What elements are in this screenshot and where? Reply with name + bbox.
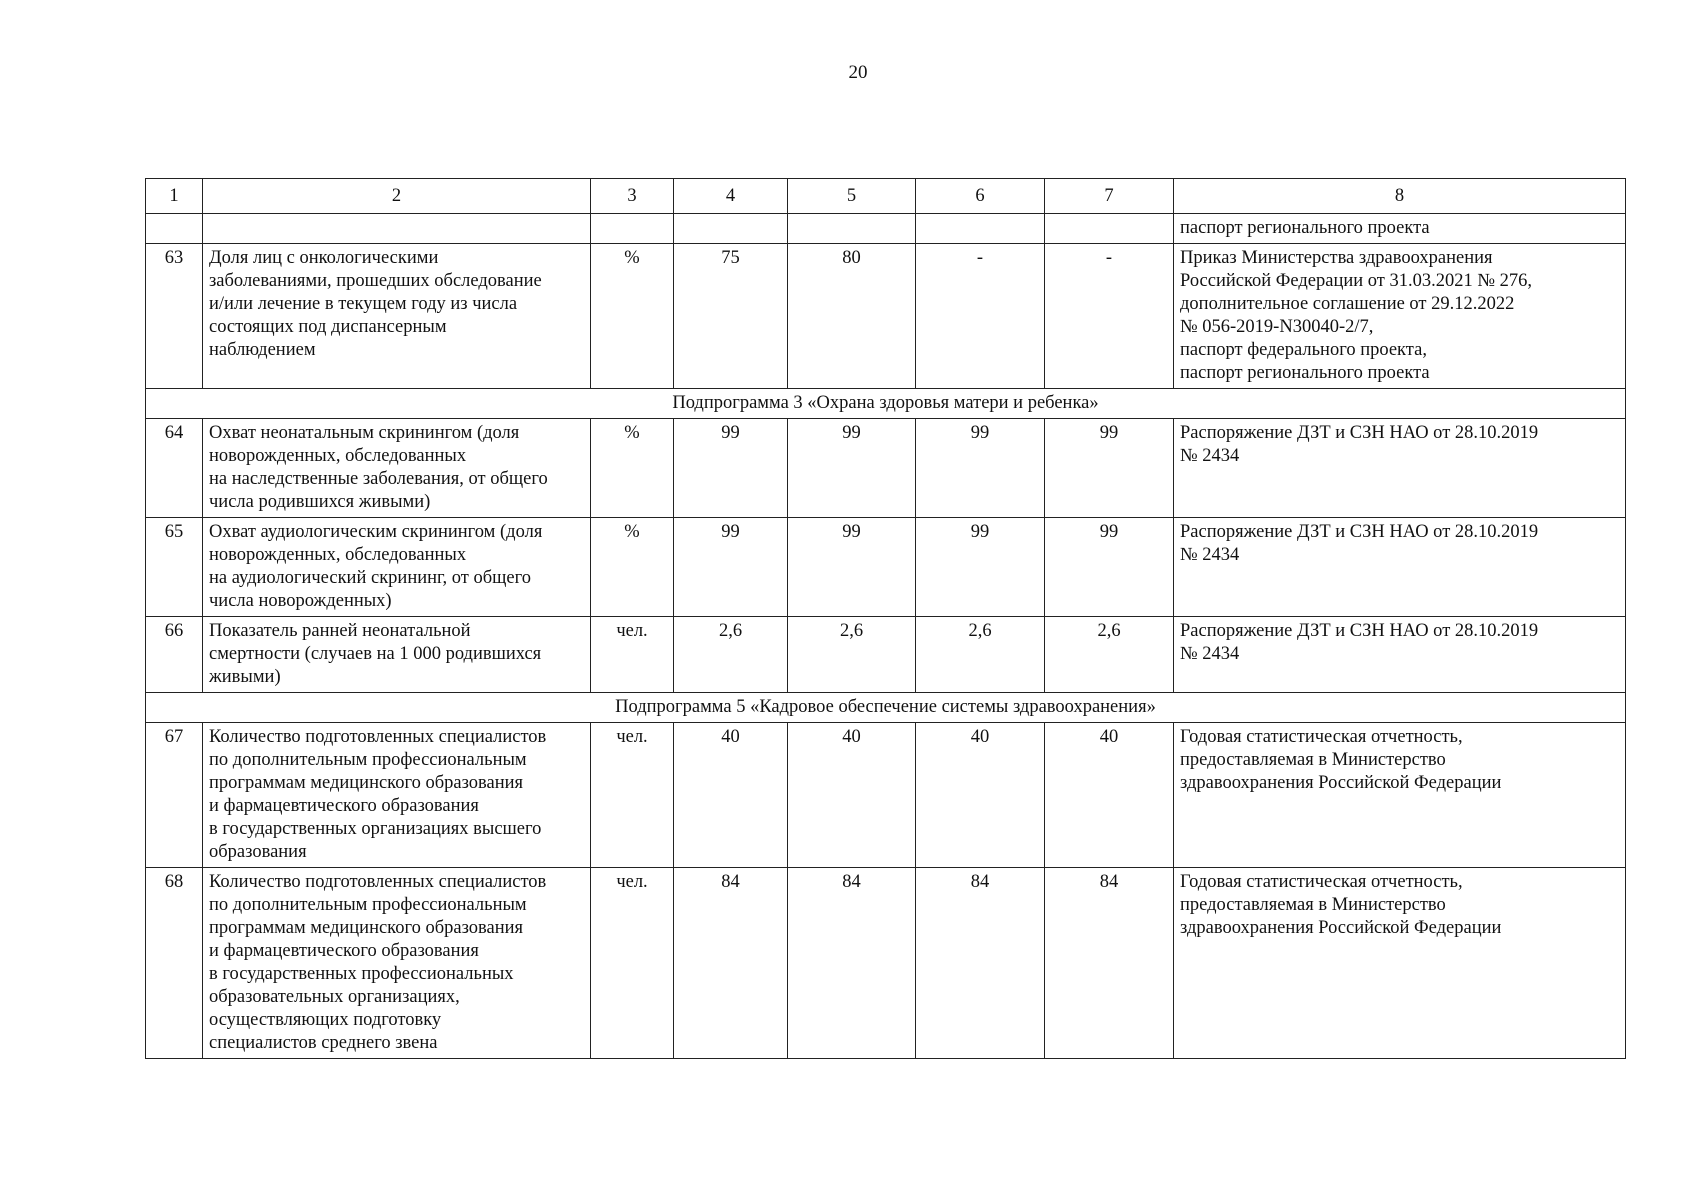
- desc-line: Показатель ранней неонатальной: [209, 621, 471, 641]
- value-col-7: 2,6: [1045, 617, 1174, 693]
- source-document: [1174, 419, 1626, 518]
- desc-line: заболеваниями, прошедших обследование: [209, 271, 542, 291]
- value-col-4: 99: [674, 419, 788, 518]
- indicators-table: [145, 178, 1626, 1059]
- value-col-6: 2,6: [916, 617, 1045, 693]
- value-col-6: 84: [916, 868, 1045, 1059]
- source-line: Распоряжение ДЗТ и СЗН НАО от 28.10.2019: [1180, 621, 1539, 641]
- source-line: Российской Федерации от 31.03.2021 № 276,: [1180, 271, 1533, 291]
- cell-source: [1174, 214, 1626, 244]
- cell-num: [146, 214, 203, 244]
- desc-line: состоящих под диспансерным: [209, 317, 447, 337]
- value-col-5: 40: [788, 723, 916, 868]
- value-col-5: 99: [788, 518, 916, 617]
- cell-value: [1045, 214, 1174, 244]
- value-col-5: 99: [788, 419, 916, 518]
- continuation-row: [146, 214, 1626, 244]
- desc-line: и фармацевтического образования: [209, 941, 479, 961]
- desc-line: образования: [209, 842, 307, 862]
- desc-line: и/или лечение в текущем году из числа: [209, 294, 518, 314]
- indicator-name: [203, 419, 591, 518]
- desc-line: программам медицинского образования: [209, 918, 524, 938]
- cell-desc: [203, 214, 591, 244]
- source-line: № 2434: [1180, 545, 1240, 565]
- row-number: 63: [146, 244, 203, 389]
- source-line: паспорт регионального проекта: [1180, 363, 1430, 383]
- source-line: Приказ Министерства здравоохранения: [1180, 248, 1493, 268]
- desc-line: в государственных профессиональных: [209, 964, 514, 984]
- source-line: предоставляемая в Министерство: [1180, 750, 1446, 770]
- value-col-7: 99: [1045, 518, 1174, 617]
- unit: %: [591, 518, 674, 617]
- indicator-name: [203, 868, 591, 1059]
- desc-line: Доля лиц с онкологическими: [209, 248, 439, 268]
- source-document: [1174, 723, 1626, 868]
- desc-line: наблюдением: [209, 340, 316, 360]
- indicator-name: [203, 518, 591, 617]
- header-col-5: 5: [788, 179, 916, 214]
- value-col-7: 99: [1045, 419, 1174, 518]
- table-row-67: [146, 723, 1626, 868]
- source-line: дополнительное соглашение от 29.12.2022: [1180, 294, 1515, 314]
- source-document: [1174, 244, 1626, 389]
- source-line: паспорт федерального проекта,: [1180, 340, 1427, 360]
- desc-line: Охват неонатальным скринингом (доля: [209, 423, 520, 443]
- indicator-name: [203, 244, 591, 389]
- value-col-6: -: [916, 244, 1045, 389]
- value-col-6: 99: [916, 518, 1045, 617]
- source-line: № 2434: [1180, 446, 1240, 466]
- desc-line: Количество подготовленных специалистов: [209, 727, 547, 747]
- desc-line: и фармацевтического образования: [209, 796, 479, 816]
- value-col-4: 40: [674, 723, 788, 868]
- value-col-7: -: [1045, 244, 1174, 389]
- source-line: здравоохранения Российской Федерации: [1180, 918, 1502, 938]
- desc-line: на наследственные заболевания, от общего: [209, 469, 548, 489]
- section-heading: Подпрограмма 3 «Охрана здоровья матери и ребенка»: [146, 389, 1626, 419]
- desc-line: живыми): [209, 667, 281, 687]
- unit: чел.: [591, 723, 674, 868]
- value-col-7: 84: [1045, 868, 1174, 1059]
- table-row-68: [146, 868, 1626, 1059]
- header-col-1: 1: [146, 179, 203, 214]
- row-number: 64: [146, 419, 203, 518]
- section-row-subprogram-3: [146, 389, 1626, 419]
- unit: чел.: [591, 868, 674, 1059]
- cell-value: [916, 214, 1045, 244]
- table-row-65: [146, 518, 1626, 617]
- desc-line: числа родившихся живыми): [209, 492, 431, 512]
- source-document: [1174, 868, 1626, 1059]
- column-number-header-row: [146, 179, 1626, 214]
- desc-line: смертности (случаев на 1 000 родившихся: [209, 644, 542, 664]
- header-col-6: 6: [916, 179, 1045, 214]
- desc-line: по дополнительным профессиональным: [209, 895, 527, 915]
- desc-line: Охват аудиологическим скринингом (доля: [209, 522, 543, 542]
- source-line: Распоряжение ДЗТ и СЗН НАО от 28.10.2019: [1180, 423, 1539, 443]
- value-col-5: 84: [788, 868, 916, 1059]
- desc-line: новорожденных, обследованных: [209, 545, 467, 565]
- desc-line: новорожденных, обследованных: [209, 446, 467, 466]
- source-document: [1174, 617, 1626, 693]
- row-number: 68: [146, 868, 203, 1059]
- value-col-7: 40: [1045, 723, 1174, 868]
- section-row-subprogram-5: [146, 693, 1626, 723]
- value-col-4: 75: [674, 244, 788, 389]
- value-col-4: 2,6: [674, 617, 788, 693]
- section-heading: Подпрограмма 5 «Кадровое обеспечение системы здравоохранения»: [146, 693, 1626, 723]
- cell-value: [674, 214, 788, 244]
- desc-line: осуществляющих подготовку: [209, 1010, 442, 1030]
- page-number: 20: [848, 62, 868, 83]
- desc-line: числа новорожденных): [209, 591, 392, 611]
- header-col-4: 4: [674, 179, 788, 214]
- desc-line: образовательных организациях,: [209, 987, 460, 1007]
- value-col-4: 84: [674, 868, 788, 1059]
- unit: %: [591, 244, 674, 389]
- table-row-64: [146, 419, 1626, 518]
- source-line: здравоохранения Российской Федерации: [1180, 773, 1502, 793]
- header-col-7: 7: [1045, 179, 1174, 214]
- header-col-2: 2: [203, 179, 591, 214]
- source-line: № 2434: [1180, 644, 1240, 664]
- unit: чел.: [591, 617, 674, 693]
- source-document: [1174, 518, 1626, 617]
- desc-line: программам медицинского образования: [209, 773, 524, 793]
- row-number: 65: [146, 518, 203, 617]
- desc-line: по дополнительным профессиональным: [209, 750, 527, 770]
- table-row-66: [146, 617, 1626, 693]
- desc-line: специалистов среднего звена: [209, 1033, 438, 1053]
- value-col-4: 99: [674, 518, 788, 617]
- source-line: Распоряжение ДЗТ и СЗН НАО от 28.10.2019: [1180, 522, 1539, 542]
- desc-line: на аудиологический скрининг, от общего: [209, 568, 531, 588]
- indicator-name: [203, 723, 591, 868]
- value-col-6: 40: [916, 723, 1045, 868]
- cell-unit: [591, 214, 674, 244]
- source-line: предоставляемая в Министерство: [1180, 895, 1446, 915]
- desc-line: в государственных организациях высшего: [209, 819, 542, 839]
- source-line: Годовая статистическая отчетность,: [1180, 727, 1463, 747]
- desc-line: Количество подготовленных специалистов: [209, 872, 547, 892]
- table-row-63: [146, 244, 1626, 389]
- source-line: № 056-2019-N30040-2/7,: [1180, 317, 1374, 337]
- value-col-5: 2,6: [788, 617, 916, 693]
- indicator-name: [203, 617, 591, 693]
- unit: %: [591, 419, 674, 518]
- row-number: 66: [146, 617, 203, 693]
- cell-value: [788, 214, 916, 244]
- header-col-8: 8: [1174, 179, 1626, 214]
- source-line: паспорт регионального проекта: [1180, 218, 1430, 238]
- header-col-3: 3: [591, 179, 674, 214]
- source-line: Годовая статистическая отчетность,: [1180, 872, 1463, 892]
- row-number: 67: [146, 723, 203, 868]
- value-col-6: 99: [916, 419, 1045, 518]
- value-col-5: 80: [788, 244, 916, 389]
